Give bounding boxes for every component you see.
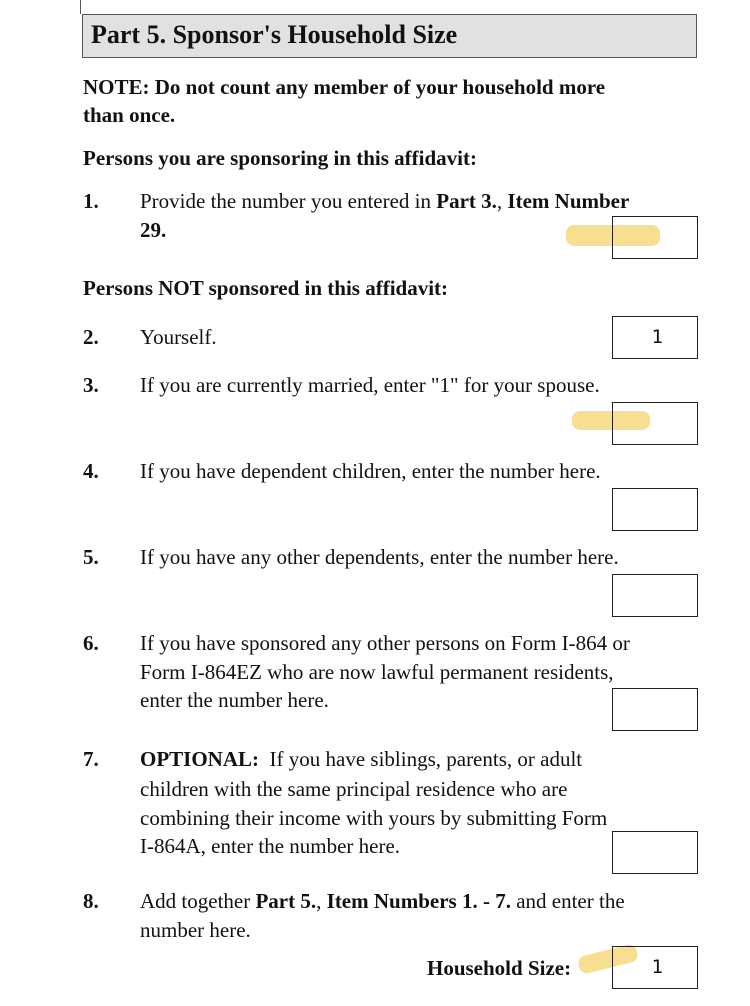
- item-1-comma: ,: [496, 189, 508, 213]
- item-7-number: 7.: [83, 747, 99, 771]
- item-2-value: 1: [651, 326, 663, 348]
- item-6-text-line2: Form I-864EZ who are now lawful permanent residents,: [140, 660, 614, 684]
- item-7-text-a: If you have siblings, parents, or adult: [259, 747, 583, 771]
- item-6-text-line3: enter the number here.: [140, 688, 329, 712]
- item-5-number: 5.: [83, 545, 99, 569]
- item-3-text: If you are currently married, enter "1" for your spouse.: [140, 373, 600, 397]
- item-8-text-line2: number here.: [140, 918, 251, 942]
- item-7-text-line2: children with the same principal residence who are: [140, 777, 568, 801]
- item-8-text-line1: [140, 887, 625, 916]
- section-not-sponsored-heading: Persons NOT sponsored in this affidavit:: [83, 276, 449, 300]
- item-1-number: 1.: [83, 189, 99, 213]
- item-2-number: 2.: [83, 325, 99, 349]
- item-3-number: 3.: [83, 373, 99, 397]
- household-size-label: Household Size:: [427, 956, 572, 980]
- item-6-number: 6.: [83, 631, 99, 655]
- item-4-number: 4.: [83, 459, 99, 483]
- highlighter-mark: [566, 225, 660, 246]
- item-1-item-number: Item Number: [507, 189, 630, 213]
- note-line-2: than once.: [83, 103, 176, 127]
- household-size-value: 1: [651, 956, 663, 978]
- item-7-text-line4: I-864A, enter the number here.: [140, 834, 401, 858]
- item-7-optional-label: OPTIONAL:: [140, 747, 260, 771]
- item-5-input[interactable]: [612, 574, 698, 617]
- section-sponsoring-heading: Persons you are sponsoring in this affidavit:: [83, 146, 477, 170]
- item-6-text-line1: If you have sponsored any other persons on Form I-864 or: [140, 631, 630, 655]
- item-8-text-a: Add together: [140, 889, 256, 913]
- highlighter-mark: [572, 411, 650, 430]
- item-8-item-range: Item Numbers 1. - 7.: [326, 889, 511, 913]
- item-1-text-a: Provide the number you entered in: [140, 189, 437, 213]
- item-1-text-line2: 29.: [140, 218, 167, 242]
- item-5-text: If you have any other dependents, enter the number here.: [140, 545, 619, 569]
- item-7-input[interactable]: [612, 831, 698, 874]
- part-5-header: [82, 14, 697, 58]
- item-2-text: Yourself.: [140, 325, 217, 349]
- note-line-1: NOTE: Do not count any member of your household more: [83, 75, 606, 99]
- part-title: Part 5. Sponsor's Household Size: [91, 20, 458, 49]
- item-8-part-ref: Part 5.: [255, 889, 317, 913]
- item-7-text-line3: combining their income with yours by submitting Form: [140, 806, 608, 830]
- item-1-text: [140, 187, 629, 216]
- item-7-text-line1: [140, 745, 582, 774]
- item-4-input[interactable]: [612, 488, 698, 531]
- item-1-part-ref: Part 3.: [436, 189, 497, 213]
- item-8-comma: ,: [316, 889, 327, 913]
- item-2-input[interactable]: [612, 316, 698, 359]
- item-4-text: If you have dependent children, enter the number here.: [140, 459, 601, 483]
- item-8-text-b: and enter the: [510, 889, 625, 913]
- item-6-input[interactable]: [612, 688, 698, 731]
- left-border-line: [80, 0, 81, 14]
- item-8-number: 8.: [83, 889, 99, 913]
